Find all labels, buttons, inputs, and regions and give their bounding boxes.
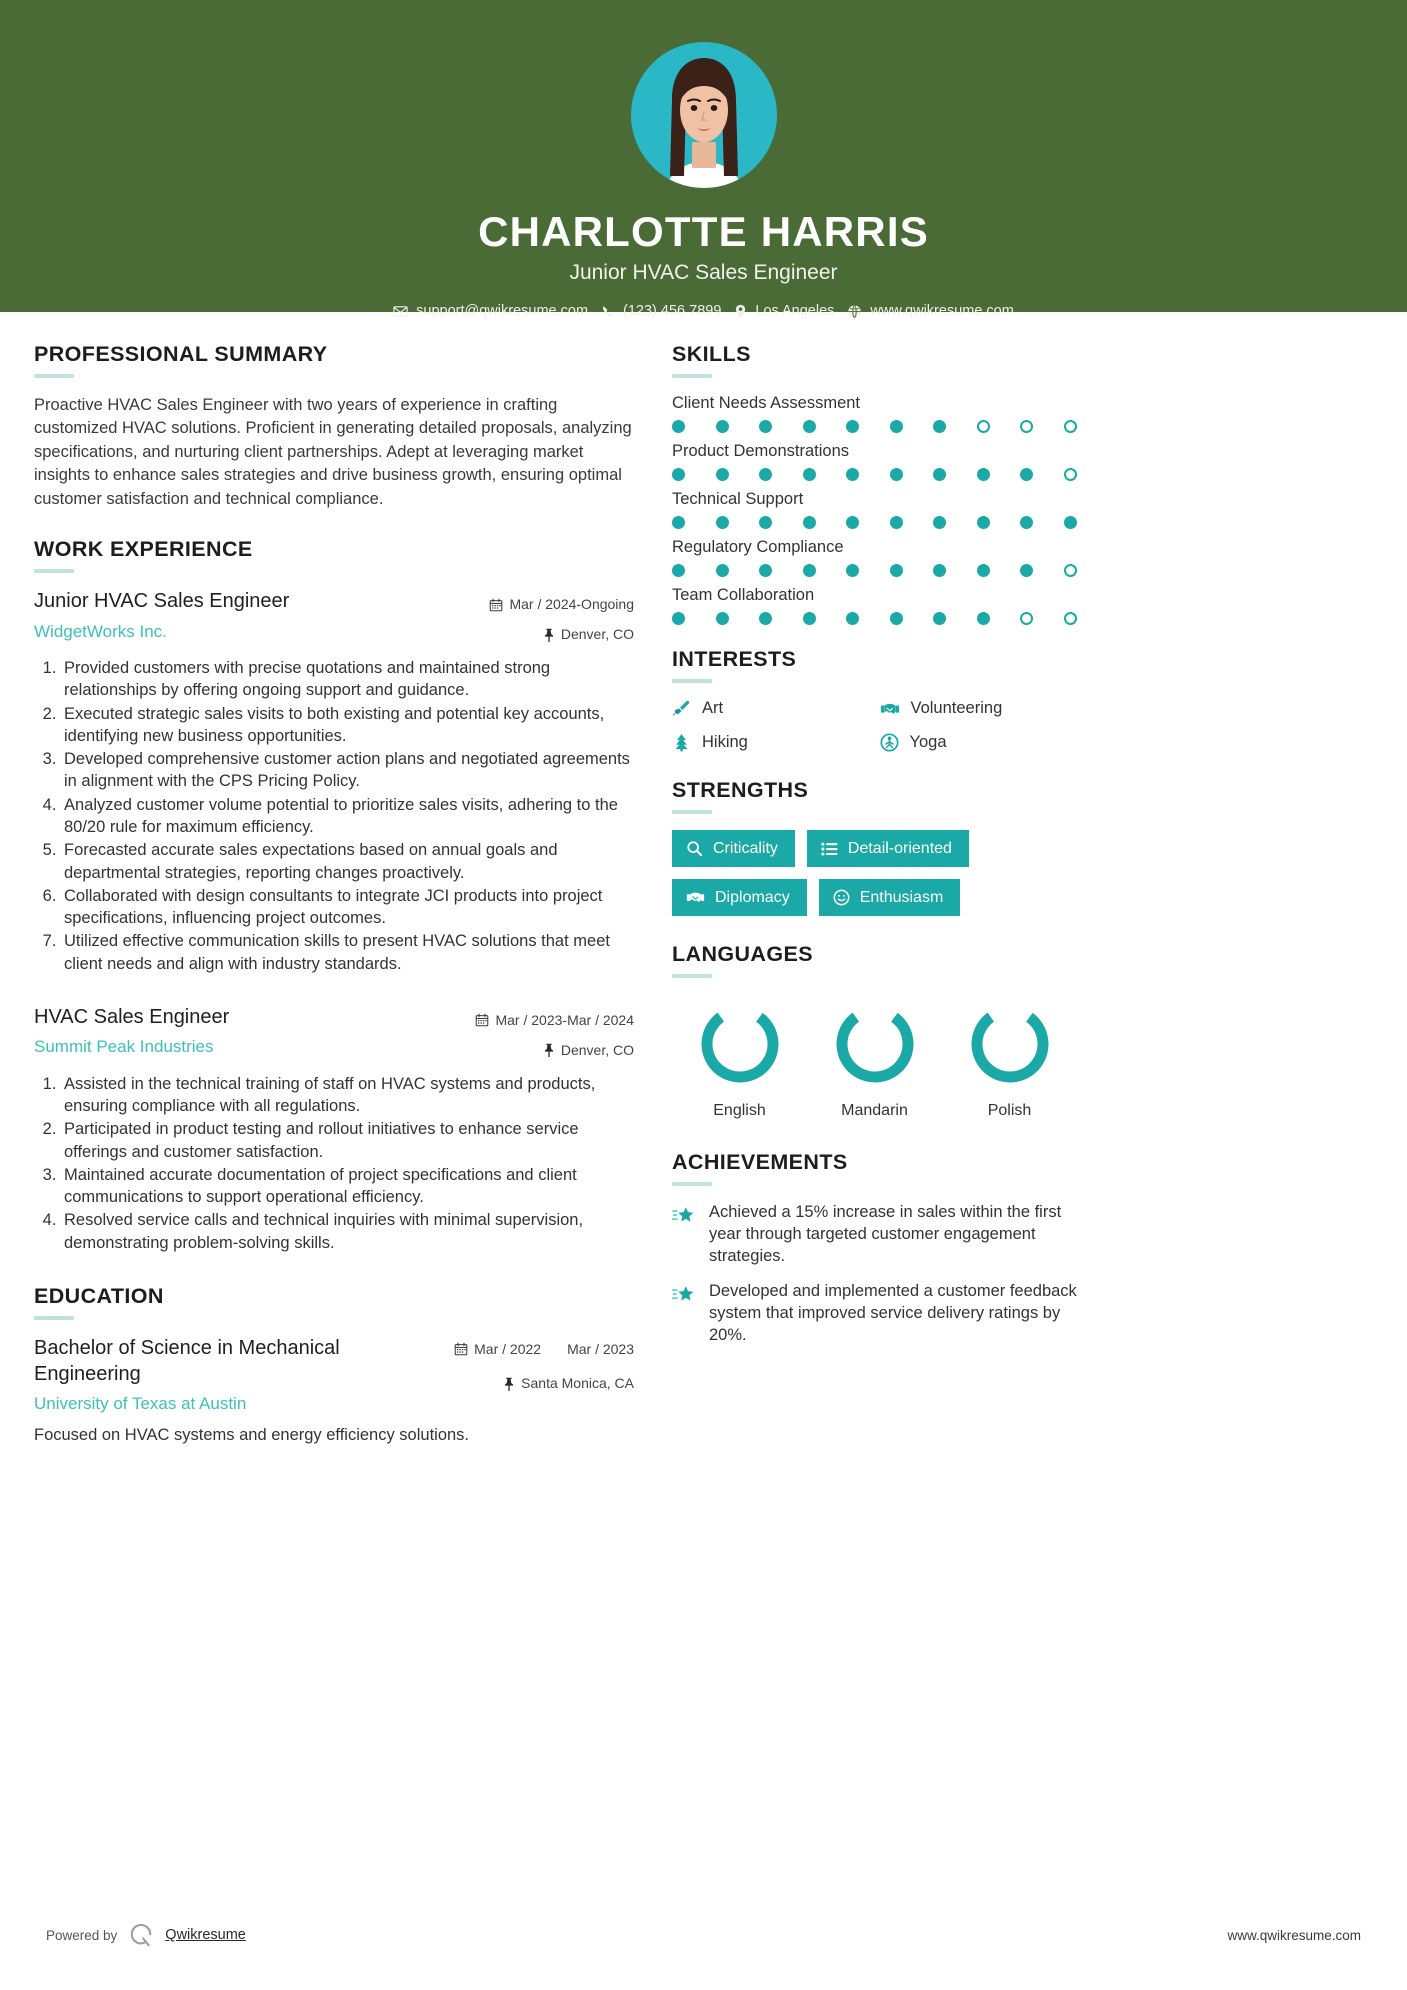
handshake-icon [686, 889, 705, 906]
skill-dot [672, 612, 685, 625]
work-entry [34, 1005, 634, 1254]
skill-dot [716, 516, 729, 529]
tree-icon [672, 733, 691, 752]
skill-item [672, 490, 1077, 529]
achievement-text: Achieved a 15% increase in sales within the first year through targeted customer engagement strategies. [709, 1203, 1062, 1266]
language-progress-ring [966, 1000, 1054, 1088]
work-entry-header [34, 1005, 634, 1061]
yoga-icon [880, 733, 899, 752]
strength-tag[interactable] [672, 879, 807, 916]
work-entry-header [34, 589, 634, 645]
education-list [34, 1336, 634, 1447]
section-rule [34, 374, 74, 378]
skill-dot [803, 612, 816, 625]
contact-website[interactable] [847, 303, 1013, 319]
section-rule [672, 974, 712, 978]
strength-tag[interactable] [819, 879, 961, 916]
smiley-icon [833, 889, 850, 906]
contact-row [393, 303, 1014, 319]
strength-tag[interactable] [672, 830, 795, 867]
work-company: Summit Peak Industries [34, 1037, 214, 1057]
skill-item [672, 394, 1077, 433]
pin-icon [543, 1043, 555, 1057]
work-date [474, 1010, 634, 1031]
skills-list [672, 394, 1077, 625]
section-work-experience [34, 537, 634, 1254]
phone-icon [601, 304, 615, 318]
skill-dot [759, 516, 772, 529]
left-column [34, 342, 634, 1455]
skill-dot [672, 468, 685, 481]
skill-dot [890, 516, 903, 529]
skill-dot [977, 468, 990, 481]
skill-dot [933, 420, 946, 433]
work-date [474, 594, 634, 615]
skill-dot [1064, 420, 1077, 433]
calendar-icon [489, 598, 503, 612]
skill-dot [1064, 516, 1077, 529]
section-rule [34, 569, 74, 573]
section-achievements [672, 1150, 1077, 1347]
skill-rating [672, 516, 1077, 529]
handshake-icon [880, 700, 900, 718]
strength-tag[interactable] [807, 830, 969, 867]
work-list [34, 589, 634, 1254]
calendar-icon [454, 1342, 468, 1356]
work-entry [34, 589, 634, 975]
skill-dot [759, 612, 772, 625]
strength-label: Criticality [713, 840, 778, 857]
section-title-summary: PROFESSIONAL SUMMARY [34, 342, 328, 366]
qwikresume-logo-icon [128, 1922, 154, 1948]
section-title-achievements: ACHIEVEMENTS [672, 1150, 848, 1175]
paintbrush-icon [672, 699, 691, 718]
resume-header [0, 0, 1407, 320]
work-role: HVAC Sales Engineer [34, 1005, 230, 1028]
work-location-text: Denver, CO [560, 626, 634, 643]
skill-dot [933, 612, 946, 625]
section-rule [672, 679, 712, 683]
interest-label: Art [702, 699, 724, 717]
strength-label: Diplomacy [715, 889, 790, 907]
work-date-text: Mar / 2023-Mar / 2024 [495, 1011, 634, 1028]
strength-label: Detail-oriented [847, 840, 952, 857]
work-bullet: 2. Executed strategic sales visits to both existing and potential key accounts, identifying new business opportunities. [61, 703, 634, 748]
interest-item [880, 699, 1078, 718]
work-entry-main [34, 1005, 460, 1058]
interest-item [880, 733, 1078, 752]
work-bullet: 5. Forecasted accurate sales expectations based on annual goals and departmental strategies, reporting changes proactively. [61, 839, 634, 884]
work-bullet: 3. Maintained accurate documentation of project specifications and client communications to support operational efficiency. [61, 1164, 634, 1209]
section-title-education: EDUCATION [34, 1283, 164, 1308]
education-entry-meta [454, 1336, 634, 1394]
section-languages [672, 942, 1077, 1120]
work-bullet-list [34, 1073, 634, 1254]
achievement-text: Developed and implemented a customer feedback system that improved service delivery ratings by 20%. [709, 1282, 1077, 1345]
work-role: Junior HVAC Sales Engineer [34, 590, 290, 613]
contact-location-text: Los Angeles [755, 303, 835, 320]
language-label: Mandarin [841, 1102, 908, 1120]
skill-label: Regulatory Compliance [672, 538, 844, 556]
shooting-star-icon [672, 1205, 696, 1227]
skill-dot [759, 420, 772, 433]
interests-list [672, 699, 1077, 752]
education-entry-header [34, 1336, 634, 1414]
interest-item [672, 699, 870, 718]
work-bullet: 2. Participated in product testing and rollout initiatives to enhance service offerings and customer satisfaction. [61, 1118, 634, 1163]
work-date-text: Mar / 2024-Ongoing [509, 596, 634, 613]
work-bullet: 4. Resolved service calls and technical inquiries with minimal supervision, demonstrating problem-solving skills. [61, 1209, 634, 1254]
skill-label: Client Needs Assessment [672, 394, 861, 412]
skill-dot [846, 468, 859, 481]
section-title-skills: SKILLS [672, 342, 751, 366]
page-title: CHARLOTTE HARRIS [478, 208, 929, 255]
summary-text: Proactive HVAC Sales Engineer with two years of experience in crafting customized HVAC solutions. Proficient in generating detailed proposals, analyzing specifications, and nurturing client partnerships. Adept at leveraging market insights to enhance sales strategies and drive business growth, ensuring optimal customer satisfaction and technical compliance. [34, 396, 632, 508]
interest-item [672, 733, 870, 752]
language-item [950, 1000, 1070, 1120]
education-note: Focused on HVAC systems and energy efficiency solutions. [34, 1426, 470, 1445]
work-location [474, 1040, 634, 1061]
skill-dot [716, 612, 729, 625]
work-bullet: 4. Analyzed customer volume potential to prioritize sales visits, adhering to the 80/20 rule for maximum efficiency. [61, 794, 634, 839]
work-bullet: 6. Collaborated with design consultants to integrate JCI products into project specifications, influencing project outcomes. [61, 885, 634, 930]
work-entry-main [34, 589, 460, 642]
skill-dot [933, 468, 946, 481]
section-education [34, 1284, 634, 1447]
skill-dot [803, 468, 816, 481]
section-strengths [672, 778, 1077, 916]
language-label: Polish [987, 1102, 1032, 1120]
contact-email[interactable] [393, 303, 588, 319]
work-company: WidgetWorks Inc. [34, 621, 167, 641]
work-bullet-list [34, 657, 634, 975]
strengths-list [672, 830, 1077, 916]
work-entry-meta [474, 1005, 634, 1061]
language-item [680, 1000, 800, 1120]
skill-dot [977, 612, 990, 625]
skill-dot [1064, 612, 1077, 625]
education-date-from-text: Mar / 2022 [474, 1340, 542, 1357]
skill-dot [1020, 612, 1033, 625]
skill-dot [1064, 468, 1077, 481]
globe-icon [847, 304, 862, 319]
skill-dot [977, 564, 990, 577]
section-title-work: WORK EXPERIENCE [34, 537, 253, 562]
section-interests [672, 647, 1077, 752]
skill-dot [803, 516, 816, 529]
skill-rating [672, 564, 1077, 577]
education-degree: Bachelor of Science in Mechanical Engineering [34, 1336, 340, 1385]
education-date-from [474, 1341, 541, 1357]
skill-dot [672, 420, 685, 433]
section-rule [672, 810, 712, 814]
language-progress-ring [696, 1000, 784, 1088]
work-location [474, 624, 634, 645]
skill-item [672, 538, 1077, 577]
work-bullet: 1. Provided customers with precise quotations and maintained strong relationships by offering ongoing support and guidance. [61, 657, 634, 702]
list-icon [821, 841, 838, 857]
section-title-languages: LANGUAGES [672, 942, 813, 967]
section-title-interests: INTERESTS [672, 647, 797, 671]
contact-location [734, 303, 834, 319]
skill-dot [759, 468, 772, 481]
page-footer [0, 1922, 1407, 1948]
work-entry-meta [474, 589, 634, 645]
contact-email-text: support@qwikresume.com [416, 303, 589, 320]
header-job-title: Junior HVAC Sales Engineer [569, 261, 838, 285]
section-skills [672, 342, 1077, 625]
strength-label: Enthusiasm [859, 889, 944, 907]
skill-label: Product Demonstrations [672, 442, 849, 460]
section-title-strengths: STRENGTHS [672, 778, 809, 802]
skill-rating [672, 420, 1077, 433]
education-date [454, 1341, 634, 1357]
envelope-icon [393, 304, 408, 319]
education-date-to [567, 1341, 634, 1357]
skill-dot [846, 564, 859, 577]
skill-rating [672, 612, 1077, 625]
skill-dot [977, 420, 990, 433]
shooting-star-icon [672, 1284, 696, 1306]
contact-phone[interactable] [601, 303, 721, 319]
skill-dot [933, 564, 946, 577]
resume-body [0, 312, 1407, 1455]
skill-item [672, 586, 1077, 625]
skill-dot [890, 420, 903, 433]
skill-dot [933, 516, 946, 529]
work-bullet: 3. Developed comprehensive customer action plans and negotiated agreements in alignment with the CPS Pricing Policy. [61, 748, 634, 793]
skill-dot [803, 420, 816, 433]
qwikresume-brand-link[interactable]: Qwikresume [165, 1927, 246, 1943]
language-item [815, 1000, 935, 1120]
magnifier-icon [686, 840, 703, 857]
language-progress-ring [831, 1000, 919, 1088]
contact-phone-text: (123) 456 7899 [623, 303, 722, 320]
skill-dot [759, 564, 772, 577]
skill-dot [890, 468, 903, 481]
education-date-to-text: Mar / 2023 [567, 1340, 634, 1357]
pin-icon [543, 628, 555, 642]
language-label: English [713, 1102, 766, 1120]
work-location-text: Denver, CO [560, 1041, 634, 1058]
section-rule [34, 1316, 74, 1320]
skill-dot [977, 516, 990, 529]
skill-dot [1064, 564, 1077, 577]
skill-dot [672, 516, 685, 529]
section-rule [672, 374, 712, 378]
skill-dot [1020, 420, 1033, 433]
skill-dot [716, 420, 729, 433]
work-bullet: 1. Assisted in the technical training of staff on HVAC systems and products, ensuring compliance with all regulations. [61, 1073, 634, 1118]
education-date-range [474, 1341, 634, 1357]
skill-dot [846, 516, 859, 529]
skill-dot [1020, 516, 1033, 529]
skill-dot [890, 612, 903, 625]
skill-label: Team Collaboration [672, 586, 815, 604]
location-pin-icon [734, 304, 747, 319]
section-rule [672, 1182, 712, 1186]
contact-website-text: www.qwikresume.com [870, 303, 1014, 320]
right-column [672, 342, 1077, 1360]
skill-dot [1020, 468, 1033, 481]
education-location [454, 1373, 634, 1394]
skill-dot [716, 564, 729, 577]
avatar [631, 42, 777, 188]
skill-dot [846, 612, 859, 625]
skill-item [672, 442, 1077, 481]
achievement-item [672, 1202, 1077, 1268]
powered-by-label: Powered by [46, 1927, 118, 1943]
section-professional-summary [34, 342, 634, 511]
interest-label: Volunteering [910, 699, 1003, 717]
pin-icon [503, 1377, 515, 1391]
education-entry [34, 1336, 634, 1447]
skill-dot [846, 420, 859, 433]
interest-label: Yoga [909, 733, 947, 751]
education-school: University of Texas at Austin [34, 1394, 247, 1414]
footer-branding [46, 1922, 246, 1948]
skill-dot [803, 564, 816, 577]
skill-dot [890, 564, 903, 577]
work-bullet: 7. Utilized effective communication skills to present HVAC solutions that meet client needs and align with industry standards. [61, 930, 634, 975]
skill-label: Technical Support [672, 490, 804, 508]
achievement-item [672, 1281, 1077, 1347]
skill-dot [672, 564, 685, 577]
achievements-list [672, 1202, 1077, 1347]
avatar-portrait-icon [652, 56, 756, 188]
skill-dot [716, 468, 729, 481]
footer-url[interactable]: www.qwikresume.com [1227, 1927, 1361, 1943]
education-location-text: Santa Monica, CA [521, 1375, 634, 1392]
calendar-icon [475, 1013, 489, 1027]
languages-list [672, 994, 1077, 1120]
skill-rating [672, 468, 1077, 481]
education-entry-main [34, 1336, 440, 1414]
interest-label: Hiking [702, 733, 748, 751]
skill-dot [1020, 564, 1033, 577]
